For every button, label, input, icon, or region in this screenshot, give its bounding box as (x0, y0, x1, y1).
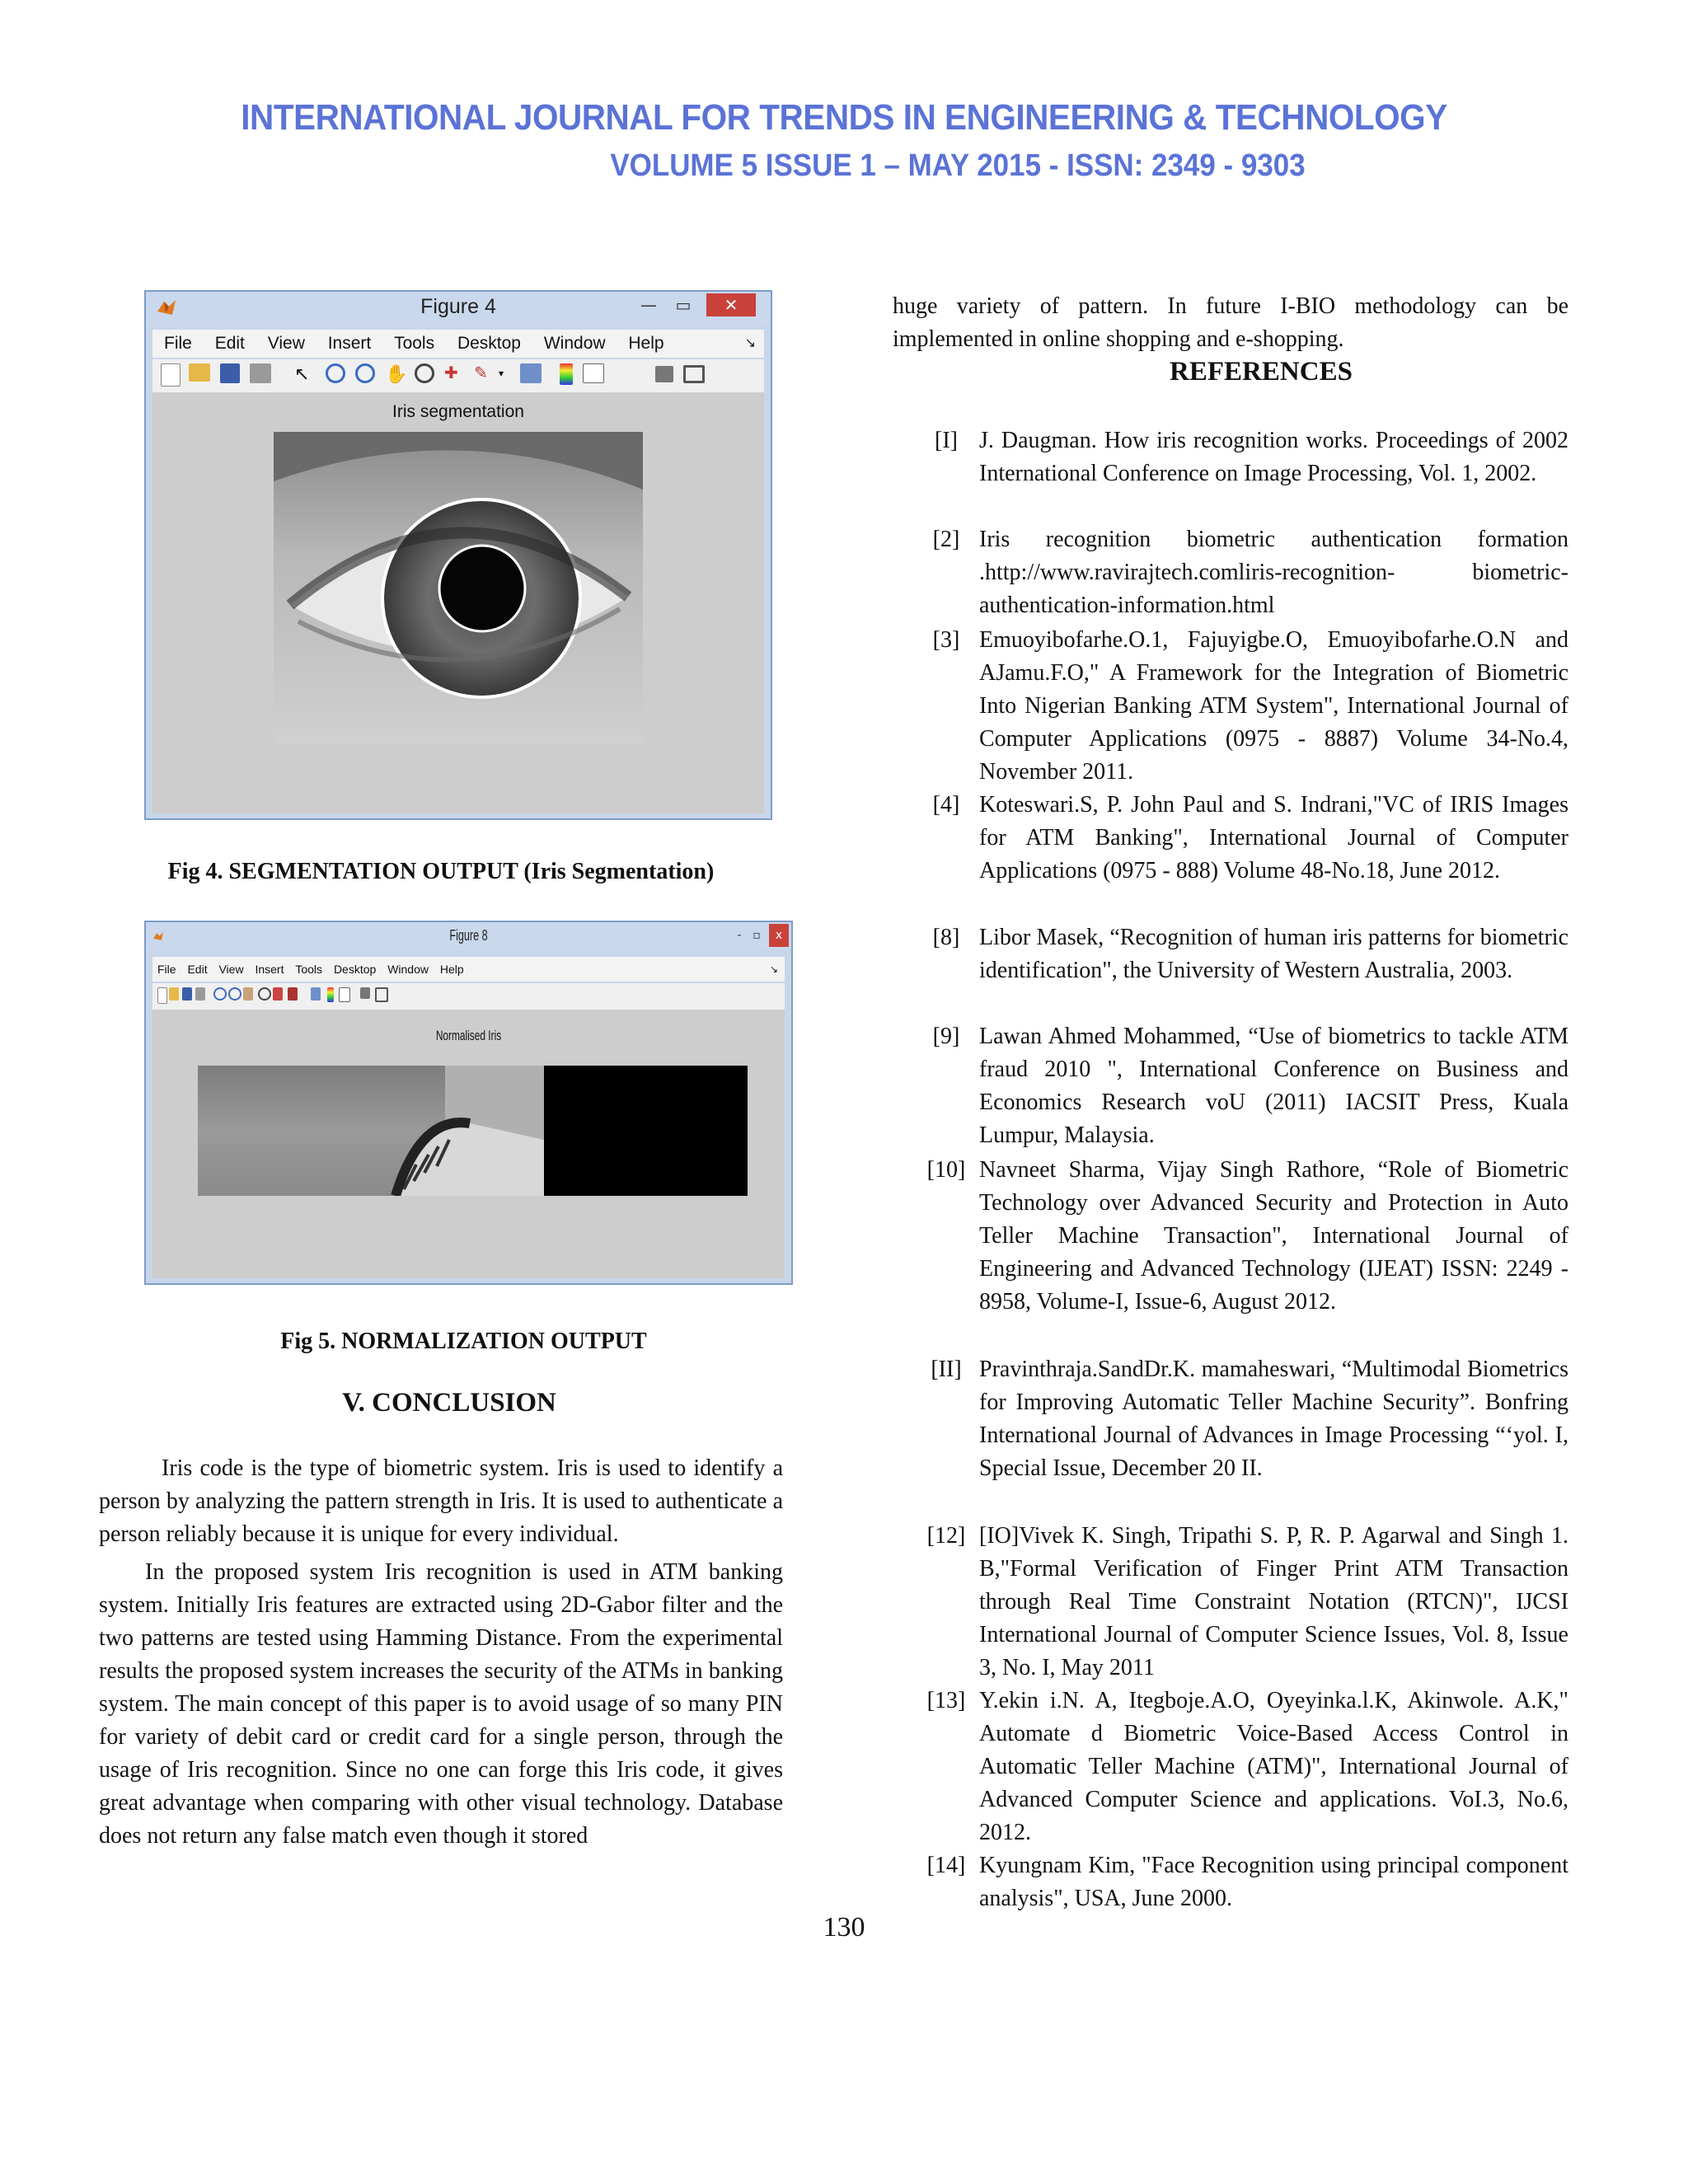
edit-plot-icon[interactable]: ↖ (294, 363, 310, 384)
figure4-title: Figure 4 (420, 295, 496, 318)
reference-text: [IO]Vivek K. Singh, Tripathi S. P, R. P. Agarwal and Singh 1. B,"Formal Verification of Finger Print ATM Transaction through Real Time Constraint Notation (RTCN)", IJCSI International Journal of Computer Science Issues, Vol. 8, Issue 3, No. I, May 2011 (979, 1523, 1568, 1680)
figure8-titlebar[interactable] (146, 922, 791, 950)
menu-file[interactable]: File (164, 334, 192, 353)
data-cursor-icon[interactable]: ✚ (444, 364, 458, 382)
save-icon[interactable] (220, 363, 240, 383)
new-figure-icon[interactable] (157, 987, 167, 1004)
dock-arrow-icon[interactable]: ↘ (744, 336, 756, 350)
menu-insert[interactable]: Insert (255, 963, 284, 976)
reference-text: Koteswari.S, P. John Paul and S. Indrani,"VC of IRIS Images for ATM Banking", International Journal of Computer Applications (0975 - 888) Volume 48-No.18, June 2012. (979, 792, 1568, 883)
reference-number: [4] (932, 792, 960, 818)
reference-number: [3] (932, 627, 960, 653)
colorbar-icon[interactable] (560, 363, 573, 385)
menu-window[interactable]: Window (387, 963, 429, 976)
menu-file[interactable]: File (157, 963, 176, 976)
reference-number: [14] (926, 1853, 966, 1878)
reference-number: [9] (932, 1024, 960, 1049)
data-cursor-icon[interactable] (273, 987, 283, 1001)
reference-text: Libor Masek, “Recognition of human iris patterns for biometric identification", the University of Western Australia, 2003. (979, 925, 1568, 983)
reference-number: [8] (932, 925, 960, 950)
zoom-out-icon[interactable] (355, 363, 375, 383)
figure4-menubar (152, 330, 764, 358)
figure4-canvas (152, 392, 764, 813)
menu-desktop[interactable]: Desktop (457, 334, 521, 353)
link-plot-icon[interactable] (311, 987, 321, 1001)
maximize-button[interactable]: ▭ (675, 295, 692, 315)
matlab-logo-icon (152, 927, 164, 945)
link-plot-icon[interactable] (520, 363, 542, 383)
reference-number: [I] (935, 428, 958, 453)
menu-view[interactable]: View (267, 334, 305, 353)
menu-insert[interactable]: Insert (327, 334, 372, 353)
figure4-caption: Fig 4. SEGMENTATION OUTPUT (Iris Segmentation) (167, 859, 715, 884)
figure8-caption: Fig 5. NORMALIZATION OUTPUT (280, 1329, 647, 1354)
brush-dropdown-icon[interactable]: ▾ (499, 368, 504, 379)
close-button[interactable]: ✕ (706, 293, 756, 316)
normalised-iris-image (198, 1066, 748, 1196)
reference-number: [13] (926, 1688, 966, 1713)
menu-edit[interactable]: Edit (187, 963, 208, 976)
figure8-window (144, 921, 793, 1285)
reference-text: Kyungnam Kim, "Face Recognition using principal component analysis", USA, June 2000. (979, 1853, 1568, 1911)
legend-icon[interactable] (583, 363, 604, 383)
journal-title: INTERNATIONAL JOURNAL FOR TRENDS IN ENGINEERING & TECHNOLOGY (241, 97, 1447, 138)
hide-tools-icon[interactable] (360, 987, 370, 999)
reference-number: [12] (926, 1523, 966, 1549)
conclusion-text (99, 1452, 783, 1853)
rotate-3d-icon[interactable] (258, 987, 271, 1001)
reference-number: [2] (932, 527, 960, 552)
print-icon[interactable] (195, 987, 205, 1001)
page-number: 130 (823, 1912, 865, 1943)
rotate-3d-icon[interactable] (415, 363, 434, 383)
figure8-menubar (152, 957, 785, 982)
conclusion-paragraph-2: In the proposed system Iris recognition is used in ATM banking system. Initially Iris features are extracted using 2D-Gabor filter and the two patterns are tested using Hamming Distance. From the experimental results the proposed system increases the security of the ATMs in banking system. The main concept of this paper is to avoid usage of so many PIN for variety of debit card or credit card for a single person, through the usage of Iris recognition. Since no one can forge this Iris code, it gives great advantage when comparing with other visual technology. Database does not return any false match even though it stored (99, 1559, 783, 1849)
zoom-out-icon[interactable] (228, 987, 241, 1001)
brush-icon[interactable]: ✎ (474, 364, 488, 382)
reference-text: Pravinthraja.SandDr.K. mamaheswari, “Multimodal Biometrics for Improving Automatic Teller Machine Security”. Bonfring International Journal of Advances in Image Processing “‘yol. I, Special Issue, December 20 II. (979, 1357, 1568, 1481)
menu-view[interactable]: View (218, 963, 244, 976)
reference-item (893, 424, 1568, 490)
save-icon[interactable] (182, 987, 192, 1001)
conclusion-paragraph-1: Iris code is the type of biometric system. Iris is used to identify a person by analyzing the pattern strength in Iris. It is used to authenticate a person reliably because it is unique for every individual. (99, 1455, 783, 1547)
figure8-title: Figure 8 (449, 927, 488, 944)
hide-tools-icon[interactable] (655, 366, 673, 382)
pan-icon[interactable] (243, 987, 253, 1001)
references-heading: REFERENCES (1170, 357, 1353, 387)
new-figure-icon[interactable] (161, 363, 181, 387)
conclusion-paragraph-3: huge variety of pattern. In future I-BIO methodology can be implemented in online shopping and e-shopping. (893, 293, 1568, 352)
menu-tools[interactable]: Tools (295, 963, 323, 976)
minimize-button[interactable]: — (640, 295, 657, 315)
open-file-icon[interactable] (189, 363, 210, 382)
figure4-toolbar (152, 359, 764, 393)
menu-desktop[interactable]: Desktop (333, 963, 377, 976)
reference-text: Navneet Sharma, Vijay Singh Rathore, “Role of Biometric Technology over Advanced Security and Protection in Auto Teller Machine Transaction", International Journal of Engineering and Advanced Technology (IJEAT) ISSN: 2249 - 8958, Volume-I, Issue-6, August 2012. (979, 1157, 1568, 1315)
reference-text: Emuoyibofarhe.O.1, Fajuyigbe.O, Emuoyibofarhe.O.N and AJamu.F.O," A Framework for the Integration of Biometric Into Nigerian Banking ATM System", International Journal of Computer Applications (0975 - 8887) Volume 34-No.4, November 2011. (979, 627, 1568, 785)
figure8-plot-title: Normalised Iris (435, 1028, 502, 1043)
reference-text: J. Daugman. How iris recognition works. Proceedings of 2002 International Conference on Image Processing, Vol. 1, 2002. (979, 428, 1568, 486)
open-file-icon[interactable] (169, 987, 179, 1001)
reference-text: Iris recognition biometric authentication formation .http://www.ravirajtech.comliris-recognition- biometric-authentication-information.html (979, 527, 1568, 618)
reference-text: Y.ekin i.N. A, Itegboje.A.O, Oyeyinka.l.K, Akinwole. A.K," Automate d Biometric Voice-Based Access Control in Automatic Teller Machine (ATM)", International Journal of Advanced Computer Science and applications. VoI.3, No.6, 2012. (979, 1688, 1568, 1845)
dock-arrow-icon[interactable]: ↘ (769, 963, 778, 975)
menu-help[interactable]: Help (439, 963, 464, 976)
reference-text: Lawan Ahmed Mohammed, “Use of biometrics to tackle ATM fraud 2010 ", International Conference on Business and Economics Research voU (2011) IACSIT Press, Kuala Lumpur, Malaysia. (979, 1024, 1568, 1148)
journal-volume: VOLUME 5 ISSUE 1 – MAY 2015 - ISSN: 2349 - 9303 (610, 148, 1306, 183)
colorbar-icon[interactable] (327, 987, 334, 1002)
figure4-window (144, 290, 772, 820)
print-icon[interactable] (250, 363, 271, 383)
conclusion-heading: V. CONCLUSION (342, 1388, 556, 1418)
menu-window[interactable]: Window (543, 334, 606, 353)
close-button[interactable]: x (769, 924, 789, 947)
zoom-in-icon[interactable] (213, 987, 227, 1001)
iris-segmentation-image (274, 432, 643, 745)
menu-tools[interactable]: Tools (394, 334, 435, 353)
show-tools-icon[interactable] (375, 987, 388, 1002)
menu-help[interactable]: Help (628, 334, 664, 353)
show-tools-icon[interactable] (683, 365, 705, 383)
minimize-button[interactable]: - (737, 929, 742, 942)
pan-icon[interactable]: ✋ (385, 363, 408, 384)
maximize-button[interactable]: ▫ (753, 929, 761, 942)
reference-number: [10] (926, 1157, 966, 1183)
figure8-canvas (152, 1010, 785, 1278)
reference-number: [II] (931, 1357, 962, 1382)
zoom-in-icon[interactable] (326, 363, 345, 383)
figure4-titlebar[interactable] (146, 292, 771, 323)
figure4-plot-title: Iris segmentation (392, 402, 524, 421)
figure8-toolbar (152, 983, 785, 1010)
menu-edit[interactable]: Edit (214, 334, 245, 353)
legend-icon[interactable] (339, 987, 350, 1002)
brush-icon[interactable] (288, 987, 298, 1001)
